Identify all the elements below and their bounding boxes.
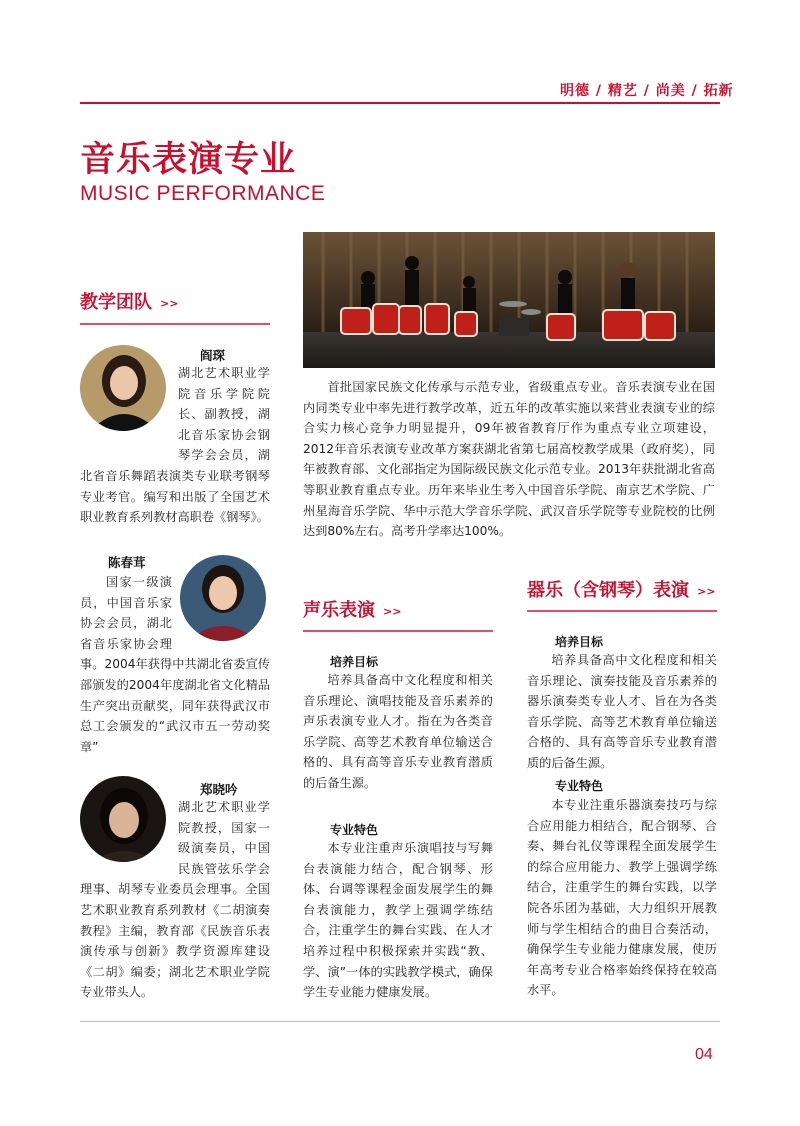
float-spacer <box>80 363 178 449</box>
member-2-name: 陈春茸 <box>108 555 146 570</box>
team-rule <box>80 323 270 325</box>
instrument-goal-title: 培养目标 <box>555 635 604 649</box>
vocal-goal-title: 培养目标 <box>330 655 379 669</box>
header-rule <box>80 102 720 104</box>
member-3-bio-text: 湖北艺术职业学院教授，国家一级演奏员，中国民族管弦乐学会理事、胡琴专业委员会理事。全国艺术职业教育系列教材《二胡演奏教程》主编，教育部《民族音乐表演传承与创新》教学资源库建设《二胡》编委；湖北艺术职业学院专业带头人。 <box>80 800 270 1000</box>
vocal-heading <box>303 596 401 622</box>
instrument-rule <box>527 610 717 612</box>
member-1-bio <box>80 363 270 528</box>
float-spacer <box>172 572 270 652</box>
vocal-heading-text: 声乐表演 <box>303 600 375 621</box>
page-number: 04 <box>695 1046 713 1063</box>
stage-performance-photo <box>303 232 715 368</box>
page-title: 音乐表演专业 <box>80 140 297 180</box>
footer-rule <box>80 1021 720 1022</box>
vocal-rule <box>303 630 493 632</box>
double-chevron-icon: >> <box>160 296 179 310</box>
team-heading-text: 教学团队 <box>80 292 152 313</box>
float-spacer <box>80 797 178 879</box>
header-tagline: 明德 / 精艺 / 尚美 / 拓新 <box>560 83 734 99</box>
double-chevron-icon: >> <box>697 584 716 598</box>
member-2-bio <box>80 572 270 757</box>
member-2-bio-text: 国家一级演员，中国音乐家协会会员，湖北省音乐家协会理事。2004年获得中共湖北省委宣传部颁发的2004年度湖北省文化精品生产突出贡献奖，同年获得武汉市总工会颁发的“武汉市五一劳动奖章” <box>80 575 270 754</box>
member-3-bio <box>80 797 270 1003</box>
vocal-feature-title: 专业特色 <box>330 823 379 837</box>
double-chevron-icon: >> <box>383 604 402 618</box>
instrument-heading-text: 器乐（含钢琴）表演 <box>527 580 689 601</box>
instrument-heading <box>527 576 715 602</box>
instrument-goal-text: 培养具备高中文化程度和相关音乐理论、演奏技能及音乐素养的器乐演奏类专业人才、旨在为各类音乐学院、高等艺术教育单位输送合格的、具有高等音乐专业教育潜质的后备生源。 <box>527 653 717 770</box>
team-heading <box>80 288 178 314</box>
instrument-feature-title: 专业特色 <box>555 779 604 793</box>
member-3-name: 郑晓吟 <box>200 782 238 797</box>
instrument-feature-text: 本专业注重乐器演奏技巧与综合应用能力相结合，配合钢琴、合奏、舞台礼仪等课程全面发展学生的综合应用能力、教学上强调学练结合，注重学生的舞台实践，以学院各乐团为基础，大力组织开展教师与学生相结合的曲目合奏活动，确保学生专业能力健康发展，使历年高考专业合格率始终保持在较高水平。 <box>527 798 717 998</box>
page-subtitle-en: MUSIC PERFORMANCE <box>80 182 326 205</box>
vocal-goal-text: 培养具备高中文化程度和相关音乐理论、演唱技能及音乐素养的声乐表演专业人才。指在为各类音乐学院、高等艺术教育单位输送合格的、具有高等音乐专业教育潜质的后备生源。 <box>303 673 493 790</box>
stage-illustration <box>303 232 715 368</box>
member-1-name: 阎琛 <box>200 348 226 363</box>
intro-paragraph: 首批国家民族文化传承与示范专业，省级重点专业。音乐表演专业在国内同类专业中率先进行教学改革，近五年的改革实施以来营业表演专业的综合实力核心竞争力明显提升，09年被省教育厅作为重点专业立项建设，2012年音乐表演专业改革方案获湖北省第七届高校教学成果（政府奖），同年被教育部、文化部指定为国际级民族文化示范专业。2013年获批湖北省高等职业教育重点专业。历年来毕业生考入中国音乐学院、南京艺术学院、广州星海音乐学院、华中示范大学音乐学院、武汉音乐学院等专业院校的比例达到80%左右。高考升学率达100%。 <box>303 380 715 539</box>
vocal-feature-text: 本专业注重声乐演唱技与写舞台表演能力结合，配合钢琴、形体、台调等课程金面发展学生的舞台表演能力，教学上强调学练结合，注重学生的舞台实践、在人才培养过程中积极探索并实践“教、学、演”一体的实践教学模式，确保学生专业能力健康发展。 <box>303 841 493 1000</box>
member-1-bio-text: 湖北艺术职业学院音乐学院院长、副教授，湖北音乐家协会钢琴学会会员，湖北省音乐舞蹈表演类专业联考钢琴专业考官。编写和出版了全国艺术职业教育系列教材高职卷《钢琴》。 <box>80 366 270 525</box>
